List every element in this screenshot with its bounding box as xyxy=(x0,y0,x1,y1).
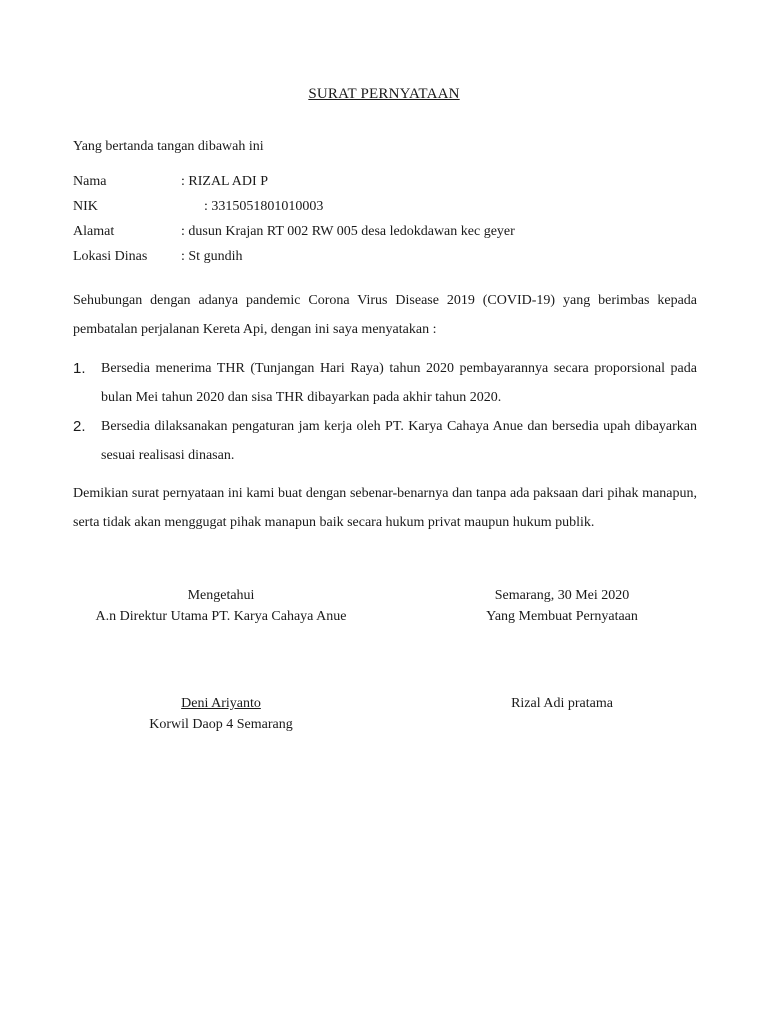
signer-right xyxy=(462,693,662,714)
field-value: : dusun Krajan RT 002 RW 005 desa ledokdawan kec geyer xyxy=(181,224,515,239)
signature-block-right xyxy=(462,585,662,627)
identity-fields xyxy=(73,172,693,272)
signer-left-name: Deni Ariyanto xyxy=(181,696,261,711)
paragraph-closing: Demikian surat pernyataan ini kami buat dengan sebenar-benarnya dan tanpa ada paksaan dari pihak manapun, serta tidak akan menggugat pihak manapun baik secara hukum privat maupun hukum publik. xyxy=(73,486,697,530)
list-item xyxy=(73,412,697,470)
field-label: NIK xyxy=(73,199,98,214)
list-text: Bersedia dilaksanakan pengaturan jam kerja oleh PT. Karya Cahaya Anue dan bersedia upah dibayarkan sesuai realisasi dinasan. xyxy=(101,419,697,463)
field-value: : RIZAL ADI P xyxy=(181,174,268,189)
field-row-nama xyxy=(73,172,693,197)
list-item xyxy=(73,354,697,412)
paragraph-context: Sehubungan dengan adanya pandemic Corona Virus Disease 2019 (COVID-19) yang berimbas kepada pembatalan perjalanan Kereta Api, dengan ini saya menyatakan : xyxy=(73,293,697,337)
signer-right-name: Rizal Adi pratama xyxy=(511,696,613,711)
field-label: Nama xyxy=(73,174,107,189)
list-number: 2. xyxy=(73,418,86,435)
field-label: Alamat xyxy=(73,224,115,239)
field-value: : 3315051801010003 xyxy=(204,199,324,214)
field-row-alamat xyxy=(73,222,693,247)
list-number: 1. xyxy=(73,360,86,377)
field-row-nik xyxy=(73,197,693,222)
list-text: Bersedia menerima THR (Tunjangan Hari Raya) tahun 2020 pembayarannya secara proporsional pada bulan Mei tahun 2020 dan sisa THR dibayarkan pada akhir tahun 2020. xyxy=(101,361,697,405)
signature-right-line1: Semarang, 30 Mei 2020 xyxy=(494,588,630,603)
field-row-lokasi-dinas xyxy=(73,247,693,272)
signer-left xyxy=(72,693,370,735)
statement-list xyxy=(73,354,697,470)
signer-left-position: Korwil Daop 4 Semarang xyxy=(149,717,293,732)
intro-text: Yang bertanda tangan dibawah ini xyxy=(73,139,264,154)
signature-right-line2: Yang Membuat Pernyataan xyxy=(486,609,638,624)
document-title: SURAT PERNYATAAN xyxy=(308,86,460,102)
field-value: : St gundih xyxy=(181,249,243,264)
signature-left-line2: A.n Direktur Utama PT. Karya Cahaya Anue xyxy=(95,609,347,624)
signature-left-line1: Mengetahui xyxy=(187,588,255,603)
field-label: Lokasi Dinas xyxy=(73,249,148,264)
signature-block-left xyxy=(72,585,370,627)
